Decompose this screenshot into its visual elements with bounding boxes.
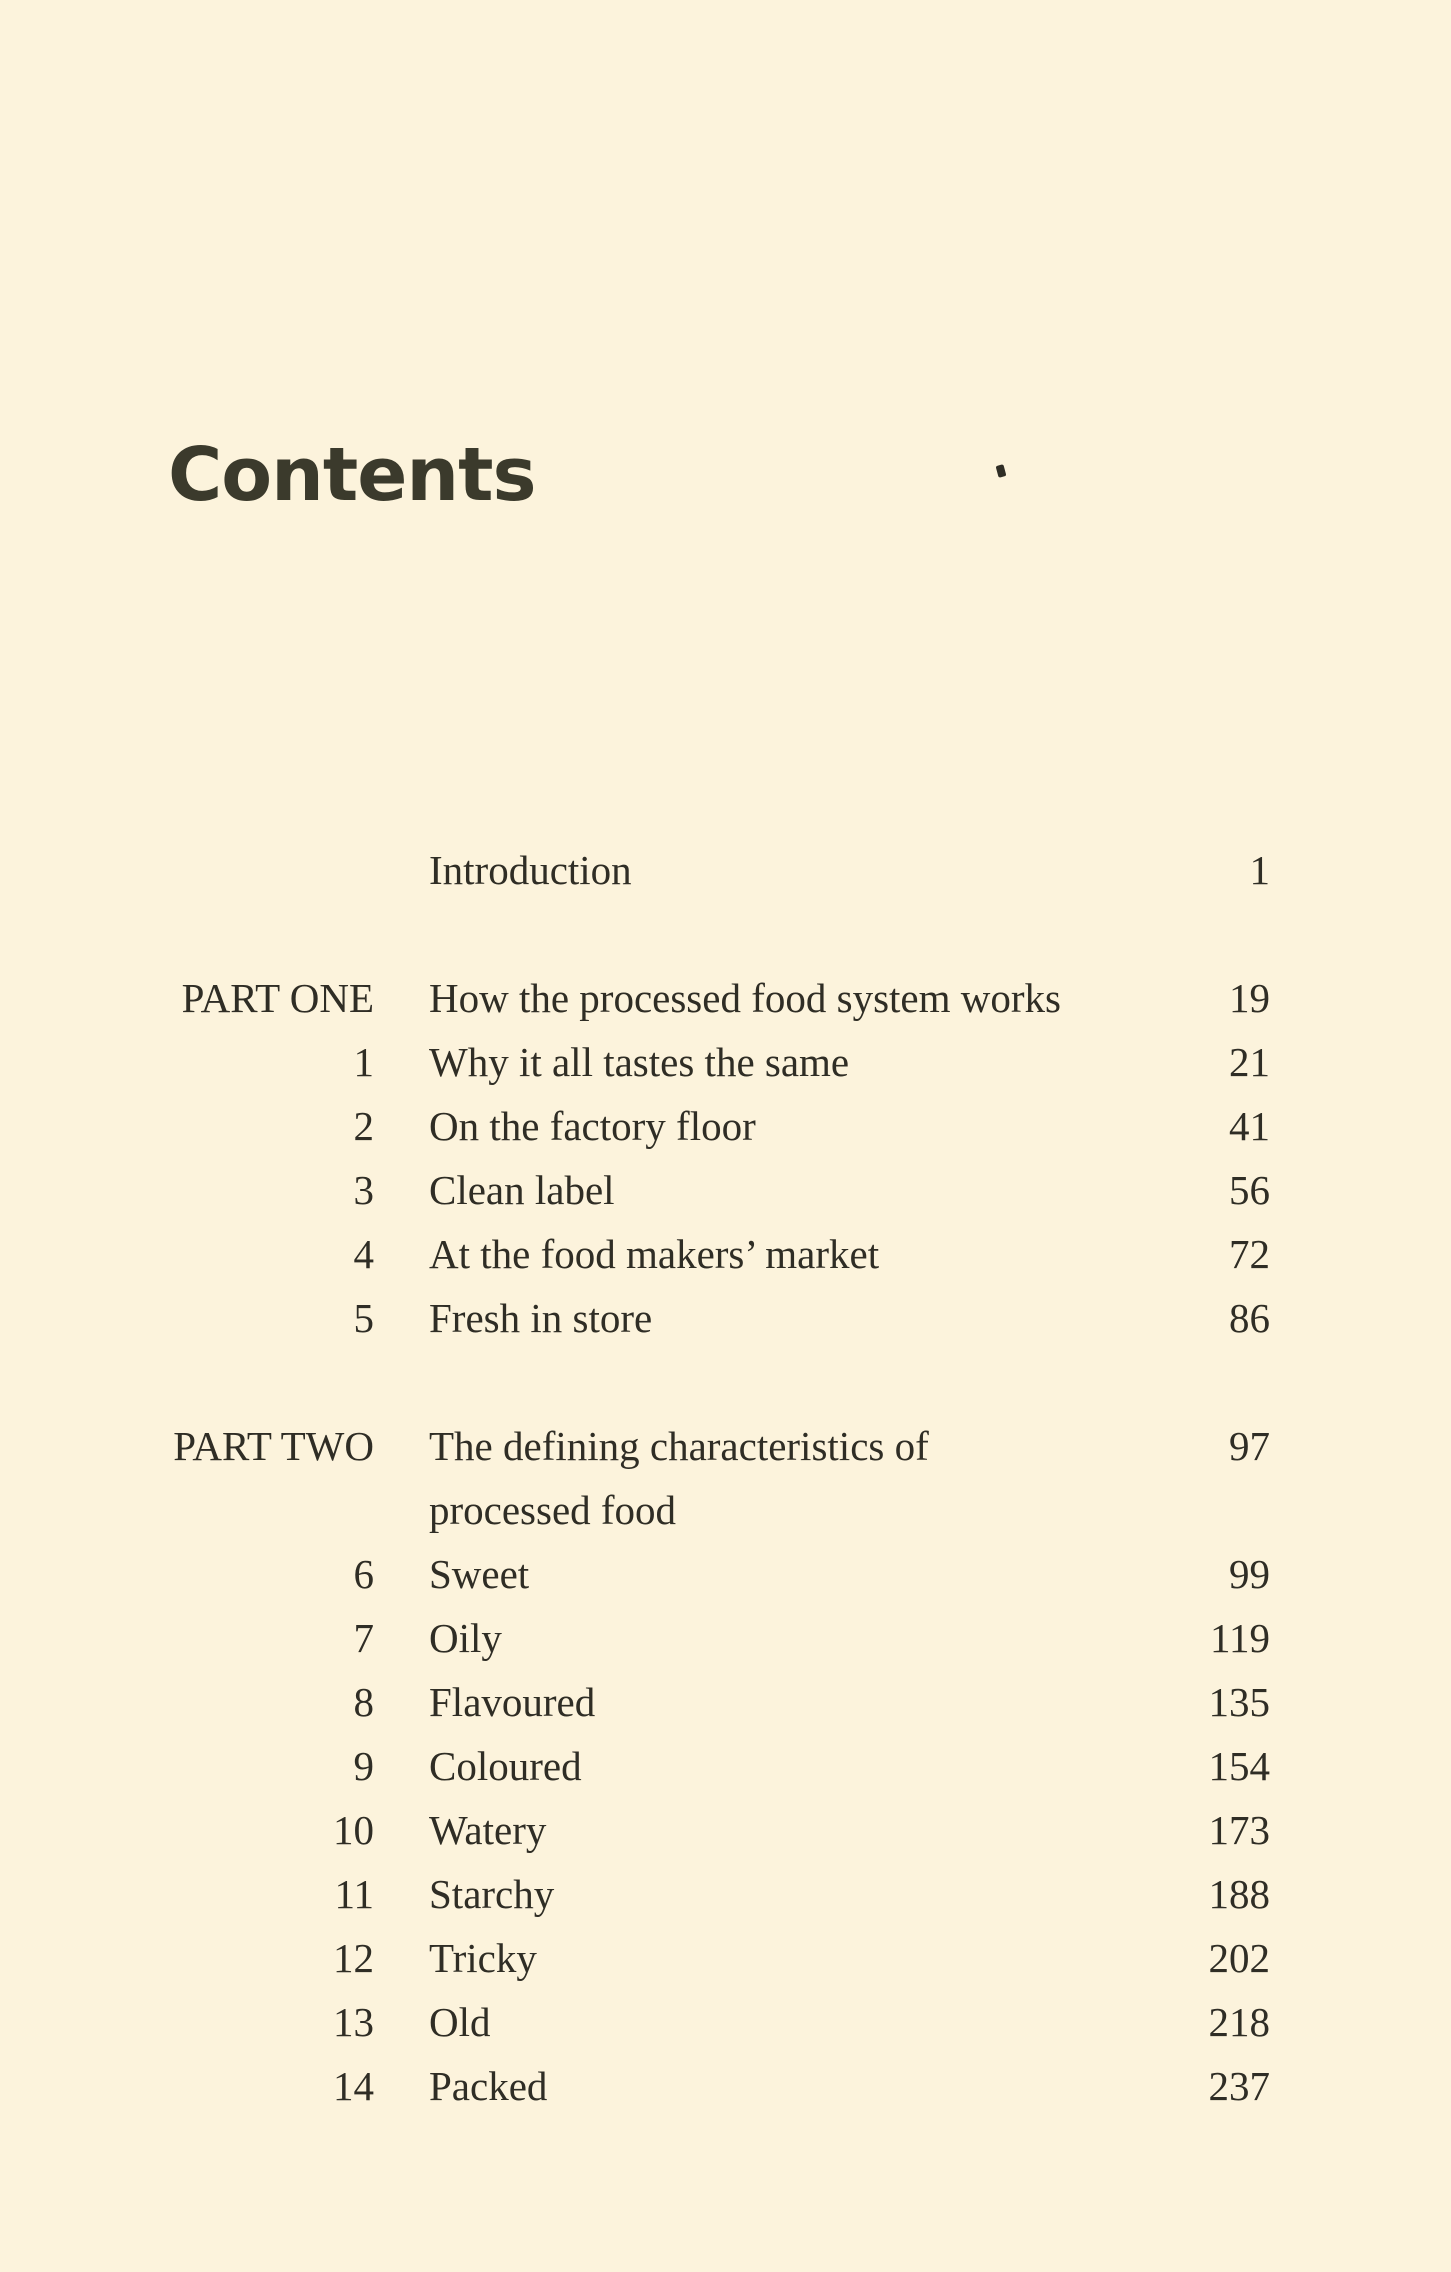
chapter-number: 3 <box>353 1167 374 1213</box>
chapter-number: 12 <box>333 1935 374 1981</box>
entry-page: 86 <box>1229 1295 1270 1341</box>
entry-title: How the processed food system works <box>429 975 1061 1021</box>
entry-page: 21 <box>1229 1039 1270 1085</box>
chapter-number: 14 <box>333 2063 374 2109</box>
toc-chapter[interactable] <box>0 1606 1451 1670</box>
entry-title: Why it all tastes the same <box>429 1039 850 1085</box>
toc-chapter[interactable] <box>0 1542 1451 1606</box>
chapter-number: 5 <box>353 1295 374 1341</box>
toc-chapter[interactable] <box>0 1926 1451 1990</box>
entry-title: Packed <box>429 2063 548 2109</box>
ink-speck <box>996 464 1007 478</box>
chapter-number: 8 <box>353 1679 374 1725</box>
entry-page: 99 <box>1229 1551 1270 1597</box>
entry-page: 72 <box>1229 1231 1270 1277</box>
entry-title: Oily <box>429 1615 502 1661</box>
toc-chapter[interactable] <box>0 1990 1451 2054</box>
entry-title: On the factory floor <box>429 1103 756 1149</box>
entry-page: 154 <box>1208 1743 1270 1789</box>
entry-page: 19 <box>1229 975 1270 1021</box>
entry-page: 173 <box>1208 1807 1270 1853</box>
toc-chapter[interactable] <box>0 1286 1451 1350</box>
part-label: PART TWO <box>173 1423 374 1469</box>
entry-page: 97 <box>1229 1423 1270 1469</box>
chapter-number: 7 <box>353 1615 374 1661</box>
toc-chapter[interactable] <box>0 1798 1451 1862</box>
page-title: Contents <box>168 432 536 518</box>
entry-title: Tricky <box>429 1935 537 1981</box>
toc-chapter[interactable] <box>0 1158 1451 1222</box>
chapter-number: 2 <box>353 1103 374 1149</box>
toc-entry-introduction[interactable] <box>0 838 1451 902</box>
chapter-number: 4 <box>353 1231 374 1277</box>
toc-chapter[interactable] <box>0 1030 1451 1094</box>
toc-part-two[interactable] <box>0 1414 1451 1478</box>
toc-chapter[interactable] <box>0 1094 1451 1158</box>
entry-page: 56 <box>1229 1167 1270 1213</box>
entry-page: 119 <box>1210 1615 1270 1661</box>
toc-chapter[interactable] <box>0 2054 1451 2118</box>
chapter-number: 10 <box>333 1807 374 1853</box>
entry-page: 202 <box>1208 1935 1270 1981</box>
entry-title: Sweet <box>429 1551 530 1597</box>
entry-title: Starchy <box>429 1871 555 1917</box>
chapter-number: 13 <box>333 1999 374 2045</box>
toc-chapter[interactable] <box>0 1734 1451 1798</box>
entry-page: 218 <box>1208 1999 1270 2045</box>
entry-title: Coloured <box>429 1743 582 1789</box>
entry-page: 135 <box>1208 1679 1270 1725</box>
entry-page: 1 <box>1249 847 1270 893</box>
entry-title: Old <box>429 1999 491 2045</box>
entry-title: Introduction <box>429 847 632 893</box>
toc-chapter[interactable] <box>0 1222 1451 1286</box>
entry-title: Watery <box>429 1807 547 1853</box>
entry-title: Fresh in store <box>429 1295 653 1341</box>
part-label: PART ONE <box>181 975 374 1021</box>
entry-page: 41 <box>1229 1103 1270 1149</box>
chapter-number: 6 <box>353 1551 374 1597</box>
entry-title: At the food makers’ market <box>429 1231 880 1277</box>
chapter-number: 11 <box>334 1871 374 1917</box>
entry-page: 188 <box>1208 1871 1270 1917</box>
entry-title: Clean label <box>429 1167 615 1213</box>
chapter-number: 1 <box>353 1039 374 1085</box>
toc-chapter[interactable] <box>0 1862 1451 1926</box>
toc-chapter[interactable] <box>0 1670 1451 1734</box>
table-of-contents <box>0 838 1451 2118</box>
entry-title: The defining characteristics of <box>429 1423 929 1469</box>
toc-part-one[interactable] <box>0 966 1451 1030</box>
entry-title: Flavoured <box>429 1679 596 1725</box>
chapter-number: 9 <box>353 1743 374 1789</box>
entry-page: 237 <box>1208 2063 1270 2109</box>
entry-title-continued: processed food <box>429 1487 677 1533</box>
toc-part-two-continued <box>0 1478 1451 1542</box>
